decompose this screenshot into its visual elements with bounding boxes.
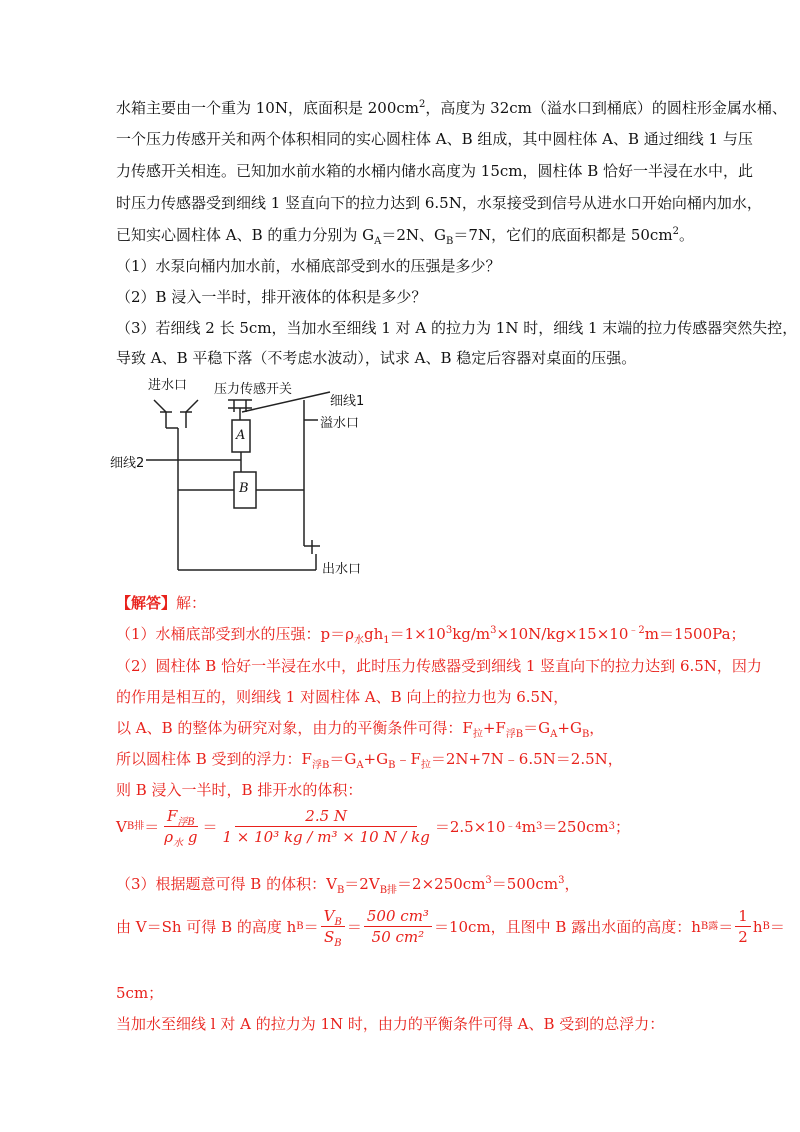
- frac-half: $\frac{1}{2}$: [735, 906, 751, 947]
- solution-step-3: （3）根据题意可得 B 的体积：$V_B=2V_{B排}=2\times 250cm^3=500cm^3$，: [116, 875, 580, 896]
- solution-step-2e: 则 B 浸入一半时，B 排开水的体积：: [116, 781, 363, 799]
- label-a: A: [236, 428, 246, 443]
- solution-step-5: 5cm；: [116, 984, 164, 1002]
- volume-formula: V B排 ＝ $\frac{F_{浮B}}{\rho_水 g}$ ＝ $\frac{2.5 N}{\text{1 × 10³ kg / m³ × 10 N / kg}}$ ＝ 2.5×10 ﹣4 m 3 ＝250cm 3 ；: [116, 807, 631, 849]
- frac-height-symbolic: $\frac{V_B}{S_B}$: [321, 906, 345, 947]
- label-wire1: 细线1: [330, 394, 365, 409]
- problem-line-3: 力传感开关相连。已知加水前水箱的水桶内储水高度为 15cm，圆柱体 B 恰好一半浸在水中，此: [116, 162, 754, 180]
- height-formula: 由 V＝Sh 可得 B 的高度 h B ＝ $\frac{V_B}{S_B}$ ＝ $\frac{\text{500 cm³}}{\text{50 cm²}}$ ＝ 10cm，且图中 B 露出水面的高度：h B露 ＝ $\frac{1}{2}$ h B ＝: [116, 907, 785, 949]
- solution-step-1: （1）水桶底部受到水的压强：$p=\rho_水gh_1=1\times 10^3kg/m^3\times 10N/kg\times 15\times 10^{﹣2}m=1500Pa$；: [116, 625, 746, 646]
- solution-step-2a: （2）圆柱体 B 恰好一半浸在水中，此时压力传感器受到细线 1 竖直向下的拉力达到 6.5N，因力: [116, 657, 762, 675]
- solution-heading: 【解答】解：: [116, 594, 207, 612]
- inlet-funnel-left: [154, 400, 166, 412]
- frac-buoyancy: $\frac{F_{浮B}}{\rho_水 g}$: [164, 807, 198, 849]
- label-overflow: 溢水口: [320, 416, 360, 431]
- frac-values: $\frac{2.5 N}{\text{1 × 10³ kg / m³ × 10 N / kg}}$: [222, 807, 430, 846]
- inlet-funnel-right: [186, 400, 198, 412]
- problem-line-1: 水箱主要由一个重为 10N，底面积是 $200cm^2$，高度为 32cm（溢水口到桶底）的圆柱形金属水桶、: [116, 99, 787, 117]
- solution-step-2b: 的作用是相互的，则细线 1 对圆柱体 A、B 向上的拉力也为 6.5N，: [116, 688, 569, 706]
- label-b: B: [239, 481, 249, 496]
- problem-line-5: 已知实心圆柱体 A、B 的重力分别为 $G_A=2N$、$G_B=7N$，它们的底面积都是 $50cm^2$。: [116, 226, 694, 247]
- label-wire2: 细线2: [110, 456, 145, 471]
- label-switch: 压力传感开关: [214, 382, 293, 397]
- solution-step-6: 当加水至细线 l 对 A 的拉力为 1N 时，由力的平衡条件可得 A、B 受到的总浮力：: [116, 1015, 665, 1033]
- solution-step-2d: 所以圆柱体 B 受到的浮力：$F_{浮B}=G_A+G_B﹣F_拉=2N+7N﹣6.5N=2.5N$，: [116, 750, 623, 771]
- question-3-line-1: （3）若细线 2 长 5cm，当加水至细线 1 对 A 的拉力为 1N 时，细线 1 末端的拉力传感器突然失控，: [116, 319, 798, 337]
- apparatus-diagram: [110, 368, 400, 588]
- problem-line-4: 时压力传感器受到细线 1 竖直向下的拉力达到 6.5N，水泵接受到信号从进水口开始向桶内加水，: [116, 194, 762, 212]
- frac-height-values: $\frac{\text{500 cm³}}{\text{50 cm²}}$: [364, 906, 432, 947]
- problem-line-2: 一个压力传感开关和两个体积相同的实心圆柱体 A、B 组成，其中圆柱体 A、B 通过细线 1 与压: [116, 130, 753, 148]
- solution-step-2c: 以 A、B 的整体为研究对象，由力的平衡条件可得：$F_拉+F_{浮B}=G_A+G_B$，: [116, 719, 605, 740]
- question-1: （1）水泵向桶内加水前，水桶底部受到水的压强是多少？: [116, 257, 501, 275]
- label-inlet: 进水口: [148, 378, 188, 393]
- question-3-line-2: 导致 A、B 平稳下落（不考虑水波动），试求 A、B 稳定后容器对桌面的压强。: [116, 349, 637, 367]
- question-2: （2）B 浸入一半时，排开液体的体积是多少？: [116, 288, 427, 306]
- label-outlet: 出水口: [322, 562, 362, 577]
